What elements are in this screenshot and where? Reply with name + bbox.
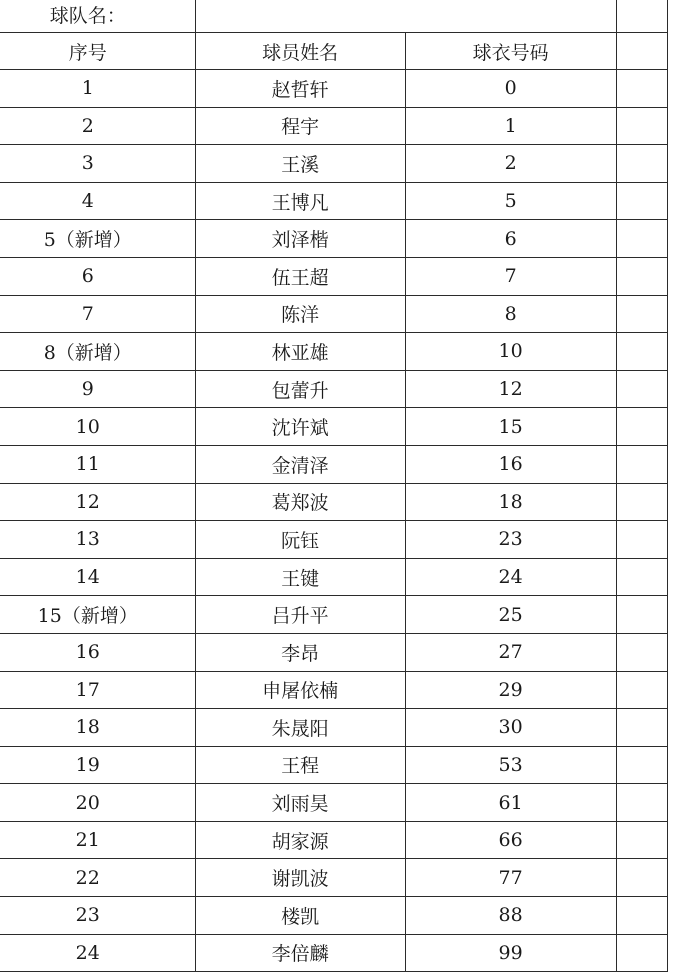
player-name-cell: 包蕾升 <box>195 370 405 408</box>
jersey-number-cell: 53 <box>405 746 616 784</box>
table-row <box>0 746 668 784</box>
index-cell: 10 <box>0 408 195 446</box>
index-cell: 7 <box>0 295 195 333</box>
index-cell: 24 <box>0 934 195 972</box>
team-name-field-tail <box>616 0 667 33</box>
jersey-number-cell: 77 <box>405 859 616 897</box>
player-name-cell: 刘泽楷 <box>195 220 405 258</box>
index-cell: 11 <box>0 445 195 483</box>
extra-cell <box>616 220 667 258</box>
extra-cell <box>616 859 667 897</box>
table-row <box>0 408 668 446</box>
table-row <box>0 182 668 220</box>
extra-cell <box>616 596 667 634</box>
table-row <box>0 107 668 145</box>
player-name-cell: 申屠依楠 <box>195 671 405 709</box>
player-name-cell: 王程 <box>195 746 405 784</box>
jersey-number-cell: 6 <box>405 220 616 258</box>
table-row <box>0 821 668 859</box>
index-cell: 8（新增） <box>0 333 195 371</box>
index-cell: 3 <box>0 145 195 183</box>
index-cell: 14 <box>0 558 195 596</box>
extra-cell <box>616 182 667 220</box>
player-name-cell: 胡家源 <box>195 821 405 859</box>
index-cell: 17 <box>0 671 195 709</box>
table-row <box>0 709 668 747</box>
extra-cell <box>616 897 667 935</box>
table-row <box>0 671 668 709</box>
index-cell: 12 <box>0 483 195 521</box>
extra-cell <box>616 295 667 333</box>
index-cell: 6 <box>0 257 195 295</box>
player-name-cell: 林亚雄 <box>195 333 405 371</box>
jersey-number-cell: 23 <box>405 521 616 559</box>
extra-cell <box>616 521 667 559</box>
table-row <box>0 70 668 108</box>
table-row <box>0 257 668 295</box>
player-name-cell: 葛郑波 <box>195 483 405 521</box>
index-cell: 19 <box>0 746 195 784</box>
jersey-number-cell: 25 <box>405 596 616 634</box>
extra-cell <box>616 709 667 747</box>
index-cell: 18 <box>0 709 195 747</box>
table-row <box>0 333 668 371</box>
table-row <box>0 370 668 408</box>
extra-cell <box>616 257 667 295</box>
player-name-cell: 刘雨昊 <box>195 784 405 822</box>
jersey-number-cell: 12 <box>405 370 616 408</box>
table-row <box>0 934 668 972</box>
header-index: 序号 <box>0 33 195 70</box>
player-name-cell: 王博凡 <box>195 182 405 220</box>
table-row <box>0 784 668 822</box>
table-row <box>0 558 668 596</box>
jersey-number-cell: 8 <box>405 295 616 333</box>
extra-cell <box>616 445 667 483</box>
team-name-field[interactable] <box>195 0 616 33</box>
extra-cell <box>616 70 667 108</box>
player-name-cell: 伍王超 <box>195 257 405 295</box>
jersey-number-cell: 99 <box>405 934 616 972</box>
table-row <box>0 295 668 333</box>
jersey-number-cell: 30 <box>405 709 616 747</box>
table-row <box>0 521 668 559</box>
extra-cell <box>616 784 667 822</box>
jersey-number-cell: 15 <box>405 408 616 446</box>
player-name-cell: 王溪 <box>195 145 405 183</box>
index-cell: 9 <box>0 370 195 408</box>
player-name-cell: 金清泽 <box>195 445 405 483</box>
player-name-cell: 李昂 <box>195 633 405 671</box>
table-row <box>0 483 668 521</box>
header-row <box>0 33 668 70</box>
table-row <box>0 897 668 935</box>
jersey-number-cell: 27 <box>405 633 616 671</box>
jersey-number-cell: 16 <box>405 445 616 483</box>
header-jersey-number: 球衣号码 <box>405 33 616 70</box>
table-row <box>0 596 668 634</box>
extra-cell <box>616 821 667 859</box>
player-name-cell: 朱晟阳 <box>195 709 405 747</box>
player-name-cell: 楼凯 <box>195 897 405 935</box>
team-name-label: 球队名： <box>0 0 195 33</box>
index-cell: 5（新增） <box>0 220 195 258</box>
extra-cell <box>616 370 667 408</box>
extra-cell <box>616 333 667 371</box>
player-name-cell: 吕升平 <box>195 596 405 634</box>
extra-cell <box>616 107 667 145</box>
jersey-number-cell: 1 <box>405 107 616 145</box>
index-cell: 20 <box>0 784 195 822</box>
jersey-number-cell: 61 <box>405 784 616 822</box>
header-extra-cell <box>616 33 667 70</box>
player-name-cell: 赵哲轩 <box>195 70 405 108</box>
extra-cell <box>616 145 667 183</box>
extra-cell <box>616 746 667 784</box>
jersey-number-cell: 0 <box>405 70 616 108</box>
table-row <box>0 145 668 183</box>
table-row <box>0 445 668 483</box>
index-cell: 23 <box>0 897 195 935</box>
index-cell: 2 <box>0 107 195 145</box>
jersey-number-cell: 29 <box>405 671 616 709</box>
extra-cell <box>616 934 667 972</box>
player-name-cell: 王键 <box>195 558 405 596</box>
jersey-number-cell: 18 <box>405 483 616 521</box>
jersey-number-cell: 24 <box>405 558 616 596</box>
player-name-cell: 沈许斌 <box>195 408 405 446</box>
extra-cell <box>616 558 667 596</box>
extra-cell <box>616 633 667 671</box>
table-row <box>0 633 668 671</box>
index-cell: 13 <box>0 521 195 559</box>
extra-cell <box>616 671 667 709</box>
jersey-number-cell: 2 <box>405 145 616 183</box>
jersey-number-cell: 88 <box>405 897 616 935</box>
index-cell: 21 <box>0 821 195 859</box>
index-cell: 4 <box>0 182 195 220</box>
index-cell: 22 <box>0 859 195 897</box>
jersey-number-cell: 7 <box>405 257 616 295</box>
team-name-row <box>0 0 668 33</box>
header-player-name: 球员姓名 <box>195 33 405 70</box>
player-name-cell: 程宇 <box>195 107 405 145</box>
jersey-number-cell: 10 <box>405 333 616 371</box>
table-row <box>0 859 668 897</box>
index-cell: 15（新增） <box>0 596 195 634</box>
player-name-cell: 阮钰 <box>195 521 405 559</box>
jersey-number-cell: 66 <box>405 821 616 859</box>
extra-cell <box>616 483 667 521</box>
extra-cell <box>616 408 667 446</box>
table-row <box>0 220 668 258</box>
player-name-cell: 陈洋 <box>195 295 405 333</box>
player-name-cell: 谢凯波 <box>195 859 405 897</box>
index-cell: 1 <box>0 70 195 108</box>
player-name-cell: 李倍麟 <box>195 934 405 972</box>
index-cell: 16 <box>0 633 195 671</box>
jersey-number-cell: 5 <box>405 182 616 220</box>
